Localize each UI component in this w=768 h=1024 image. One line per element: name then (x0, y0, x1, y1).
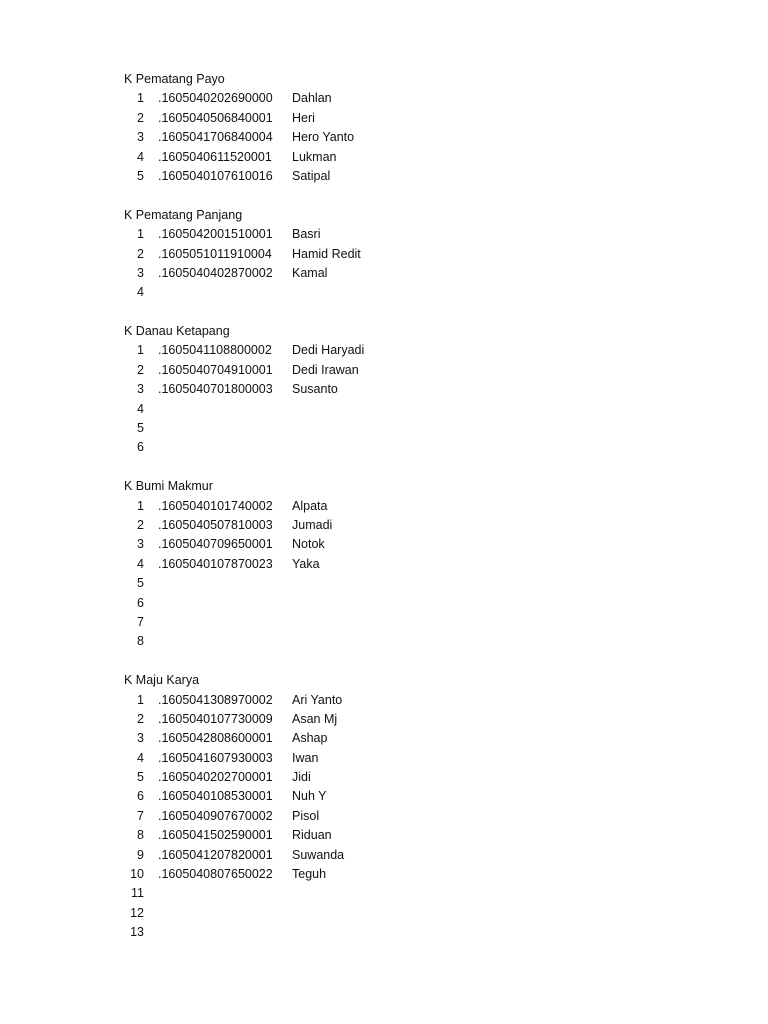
list-row (0, 768, 768, 787)
document-page (0, 70, 768, 943)
list-row (0, 574, 768, 593)
row-id-code: .1605041207820001 (158, 847, 273, 862)
row-number: 1 (137, 227, 144, 242)
row-number: 4 (137, 149, 144, 164)
list-row (0, 128, 768, 147)
row-number: 5 (137, 168, 144, 183)
row-person-name: Jidi (292, 770, 311, 785)
list-row (0, 89, 768, 108)
row-number: 3 (137, 265, 144, 280)
group-title: K Pematang Panjang (124, 207, 243, 222)
list-row (0, 497, 768, 516)
row-number: 1 (137, 692, 144, 707)
list-row (0, 787, 768, 806)
row-id-code: .1605040107730009 (158, 711, 273, 726)
row-person-name: Dedi Irawan (292, 362, 359, 377)
row-number: 10 (130, 867, 144, 882)
row-id-code: .1605042808600001 (158, 731, 273, 746)
row-id-code: .1605041308970002 (158, 692, 273, 707)
row-id-code: .1605040611520001 (158, 149, 272, 164)
row-id-code: .1605040108530001 (158, 789, 273, 804)
list-row (0, 438, 768, 457)
row-number: 1 (137, 498, 144, 513)
row-person-name: Basri (292, 227, 321, 242)
row-person-name: Heri (292, 110, 315, 125)
row-person-name: Alpata (292, 498, 328, 513)
row-number: 6 (137, 440, 144, 455)
list-row (0, 613, 768, 632)
row-person-name: Pisol (292, 808, 320, 823)
row-id-code: .1605040101740002 (158, 498, 273, 513)
row-person-name: Ari Yanto (292, 692, 343, 707)
row-person-name: Kamal (292, 265, 328, 280)
list-row (0, 826, 768, 845)
group-title: K Bumi Makmur (124, 479, 213, 494)
row-person-name: Susanto (292, 382, 338, 397)
row-id-code: .1605040107870023 (158, 556, 273, 571)
group-title: K Maju Karya (124, 673, 200, 688)
list-row (0, 807, 768, 826)
row-number: 11 (131, 886, 144, 901)
list-row (0, 245, 768, 264)
row-number: 5 (137, 421, 144, 436)
group-spacer (0, 303, 768, 322)
row-person-name: Ashap (292, 731, 328, 746)
row-number: 4 (137, 556, 144, 571)
row-person-name: Dahlan (292, 91, 332, 106)
row-id-code: .1605040701800003 (158, 382, 273, 397)
list-row (0, 884, 768, 903)
row-id-code: .1605041706840004 (158, 130, 273, 145)
row-person-name: Yaka (292, 556, 320, 571)
list-row (0, 594, 768, 613)
row-person-name: Hamid Redit (292, 246, 361, 261)
row-id-code: .1605040907670002 (158, 808, 273, 823)
group-spacer (0, 186, 768, 205)
row-number: 12 (130, 905, 144, 920)
list-row (0, 400, 768, 419)
row-number: 6 (137, 789, 144, 804)
row-person-name: Iwan (292, 750, 319, 765)
row-id-code: .1605040202700001 (158, 770, 273, 785)
list-row (0, 555, 768, 574)
list-row (0, 904, 768, 923)
list-row (0, 691, 768, 710)
list-row (0, 749, 768, 768)
list-row (0, 535, 768, 554)
row-id-code: .1605040402870002 (158, 265, 273, 280)
list-row (0, 264, 768, 283)
row-id-code: .1605041108800002 (158, 343, 272, 358)
row-person-name: Hero Yanto (292, 130, 355, 145)
row-number: 1 (137, 91, 144, 106)
group-title: K Pematang Payo (124, 72, 225, 86)
row-person-name: Dedi Haryadi (292, 343, 365, 358)
list-row (0, 923, 768, 942)
row-number: 6 (137, 595, 144, 610)
row-id-code: .1605041607930003 (158, 750, 273, 765)
row-number: 3 (137, 130, 144, 145)
row-number: 2 (137, 711, 144, 726)
row-number: 7 (137, 614, 144, 629)
row-number: 3 (137, 731, 144, 746)
row-id-code: .1605040107610016 (158, 168, 273, 183)
row-person-name: Riduan (292, 828, 332, 843)
row-person-name: Satipal (292, 168, 331, 183)
group-title: K Danau Ketapang (124, 324, 230, 339)
list-row (0, 283, 768, 302)
list-row (0, 419, 768, 438)
row-id-code: .1605051011910004 (158, 246, 272, 261)
list-row (0, 846, 768, 865)
row-person-name: Teguh (292, 867, 327, 882)
row-number: 5 (137, 576, 144, 591)
row-number: 3 (137, 537, 144, 552)
row-number: 4 (137, 285, 144, 300)
list-row (0, 865, 768, 884)
row-id-code: .1605040704910001 (158, 362, 273, 377)
row-number: 2 (137, 110, 144, 125)
row-person-name: Asan Mj (292, 711, 338, 726)
row-id-code: .1605040506840001 (158, 110, 273, 125)
row-number: 2 (137, 517, 144, 532)
row-number: 4 (137, 750, 144, 765)
row-number: 4 (137, 401, 144, 416)
row-number: 1 (137, 343, 144, 358)
row-id-code: .1605042001510001 (158, 227, 273, 242)
list-row (0, 109, 768, 128)
row-id-code: .1605040202690000 (158, 91, 273, 106)
row-id-code: .1605040807650022 (158, 867, 273, 882)
list-row (0, 516, 768, 535)
row-person-name: Suwanda (292, 847, 345, 862)
row-person-name: Lukman (292, 149, 337, 164)
row-number: 2 (137, 246, 144, 261)
row-number: 9 (137, 847, 144, 862)
group-spacer (0, 458, 768, 477)
row-id-code: .1605040507810003 (158, 517, 273, 532)
row-number: 13 (130, 925, 144, 940)
list-row (0, 380, 768, 399)
row-number: 5 (137, 770, 144, 785)
list-row (0, 361, 768, 380)
row-person-name: Nuh Y (292, 789, 327, 804)
row-person-name: Jumadi (292, 517, 333, 532)
row-number: 8 (137, 828, 144, 843)
row-number: 2 (137, 362, 144, 377)
row-number: 8 (137, 634, 144, 649)
list-row (0, 632, 768, 651)
list-row (0, 341, 768, 360)
row-number: 7 (137, 808, 144, 823)
row-id-code: .1605040709650001 (158, 537, 273, 552)
row-number: 3 (137, 382, 144, 397)
list-row (0, 710, 768, 729)
row-id-code: .1605041502590001 (158, 828, 273, 843)
row-person-name: Notok (292, 537, 325, 552)
list-row (0, 225, 768, 244)
list-row (0, 729, 768, 748)
list-row (0, 167, 768, 186)
list-row (0, 148, 768, 167)
group-spacer (0, 652, 768, 671)
